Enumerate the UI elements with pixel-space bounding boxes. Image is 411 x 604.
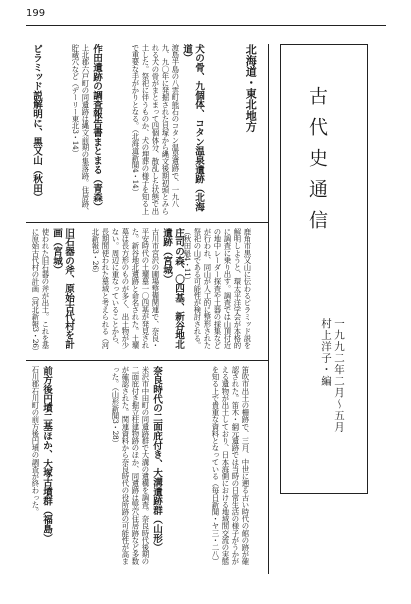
article-title: ピラミッド説解明に、黒又山（秋田） — [31, 44, 42, 203]
article-sakuta — [70, 44, 102, 216]
article-body: 石川郡石川町の前方後円墳の調査が終わった。 — [31, 366, 40, 516]
article-title: 奈良時代の二面庇付き、大溝遺跡群（山形） — [151, 366, 162, 553]
region-heading: 北海道・東北地方 — [244, 44, 258, 132]
article-title: 犬の骨、九個体、コタン温泉遺跡（北海道） — [181, 44, 204, 212]
article-body: 米沢市中田町の同遺跡群で大溝の遺構を調査。奈良時代後期の二面庇付き掘立柱建物跡のほか、同遺跡は竪穴住居跡など多数が確認された。関連資料から奈良時代の役所跡の可能性が高まった。（山形新聞3・28） — [111, 366, 150, 565]
article-body: 使われた旧石器の斧が出土。これを基に原始古代村の計画（河北新報3・26） — [31, 228, 50, 355]
article-right-column-text — [210, 366, 250, 571]
page-number: 199 — [26, 8, 46, 19]
editor-credit: 村上洋子・編 — [320, 318, 332, 387]
article-stone-axe — [30, 228, 74, 354]
section-divider-upper — [26, 222, 268, 223]
column-divider — [268, 44, 269, 574]
article-kurumatayama — [182, 228, 252, 354]
article-title: 作田遺跡の調査報告書まとまる（青森） — [91, 44, 102, 212]
top-rule — [26, 25, 386, 26]
article-pyramid — [30, 44, 42, 216]
publication-period: 一九九二年二月〜五月 — [333, 318, 345, 433]
article-shinyachi — [90, 228, 184, 354]
article-otsuka — [30, 366, 52, 571]
article-body: 笛吹市出土の柵跡で、三月、中世に遡る古い時代の館の跡が確認された。笛木・網元遺跡では当時の日常生活の様子がうかがえる遺物が出土しており、日本海側における地域間交流の実態を知る上で貴重な資料となっている（毎日新聞・ヤ三・二八） — [211, 366, 250, 565]
article-body: 上北郡六戸町の同遺跡は縄文前期の集落跡。住居跡、貯蔵穴など（デーリー東北3・14） — [71, 44, 90, 215]
article-body: 鹿角市黒又山に伝わるピラミッド説を解明しようと、環太平洋学会が本格的に調査に乗り出す。調査では山頂付近の地中レーダー探査や土器の採集などが行われ、同山が人工的に整形された祭祀の山である可能性が検討される。（秋田魁4・11） — [183, 228, 252, 349]
article-dog-bones — [130, 44, 204, 216]
article-title: 旧石器の斧、原始古代村を計画（宮城） — [51, 228, 74, 349]
article-title: 庄司の森、〇四基、新谷地北遺跡（宮城） — [161, 228, 184, 349]
page-title: 古代史通信 — [306, 86, 328, 241]
article-title: 前方後円墳二基ほか、大塚古墳群（福島） — [41, 366, 52, 543]
article-body: 古川市宮沢の圃場整備関連で、奈良・平安時代の土壙墓一〇四基が発見された。新谷地北遺跡と命名された。土壙墓は長方形のものが多く、出土物が少ない。周辺に重なっていることから、長期間使われた墓域と考えられる（河北新報3・26） — [91, 228, 160, 349]
section-divider-lower — [26, 360, 268, 361]
article-body: 渡島半島の八雲町熊石のコタン温泉遺跡で、一九八九、九〇年に発掘された貝塚から縄文後期初頭とみられる犬の骨がまとまって四個体分、散乱した状態で出土した。祭祀に伴うものか、犬の埋葬の様子を知る上で重要な手がかりとなる。（北海道新聞4・14） — [131, 44, 180, 215]
article-omizo — [110, 366, 162, 571]
